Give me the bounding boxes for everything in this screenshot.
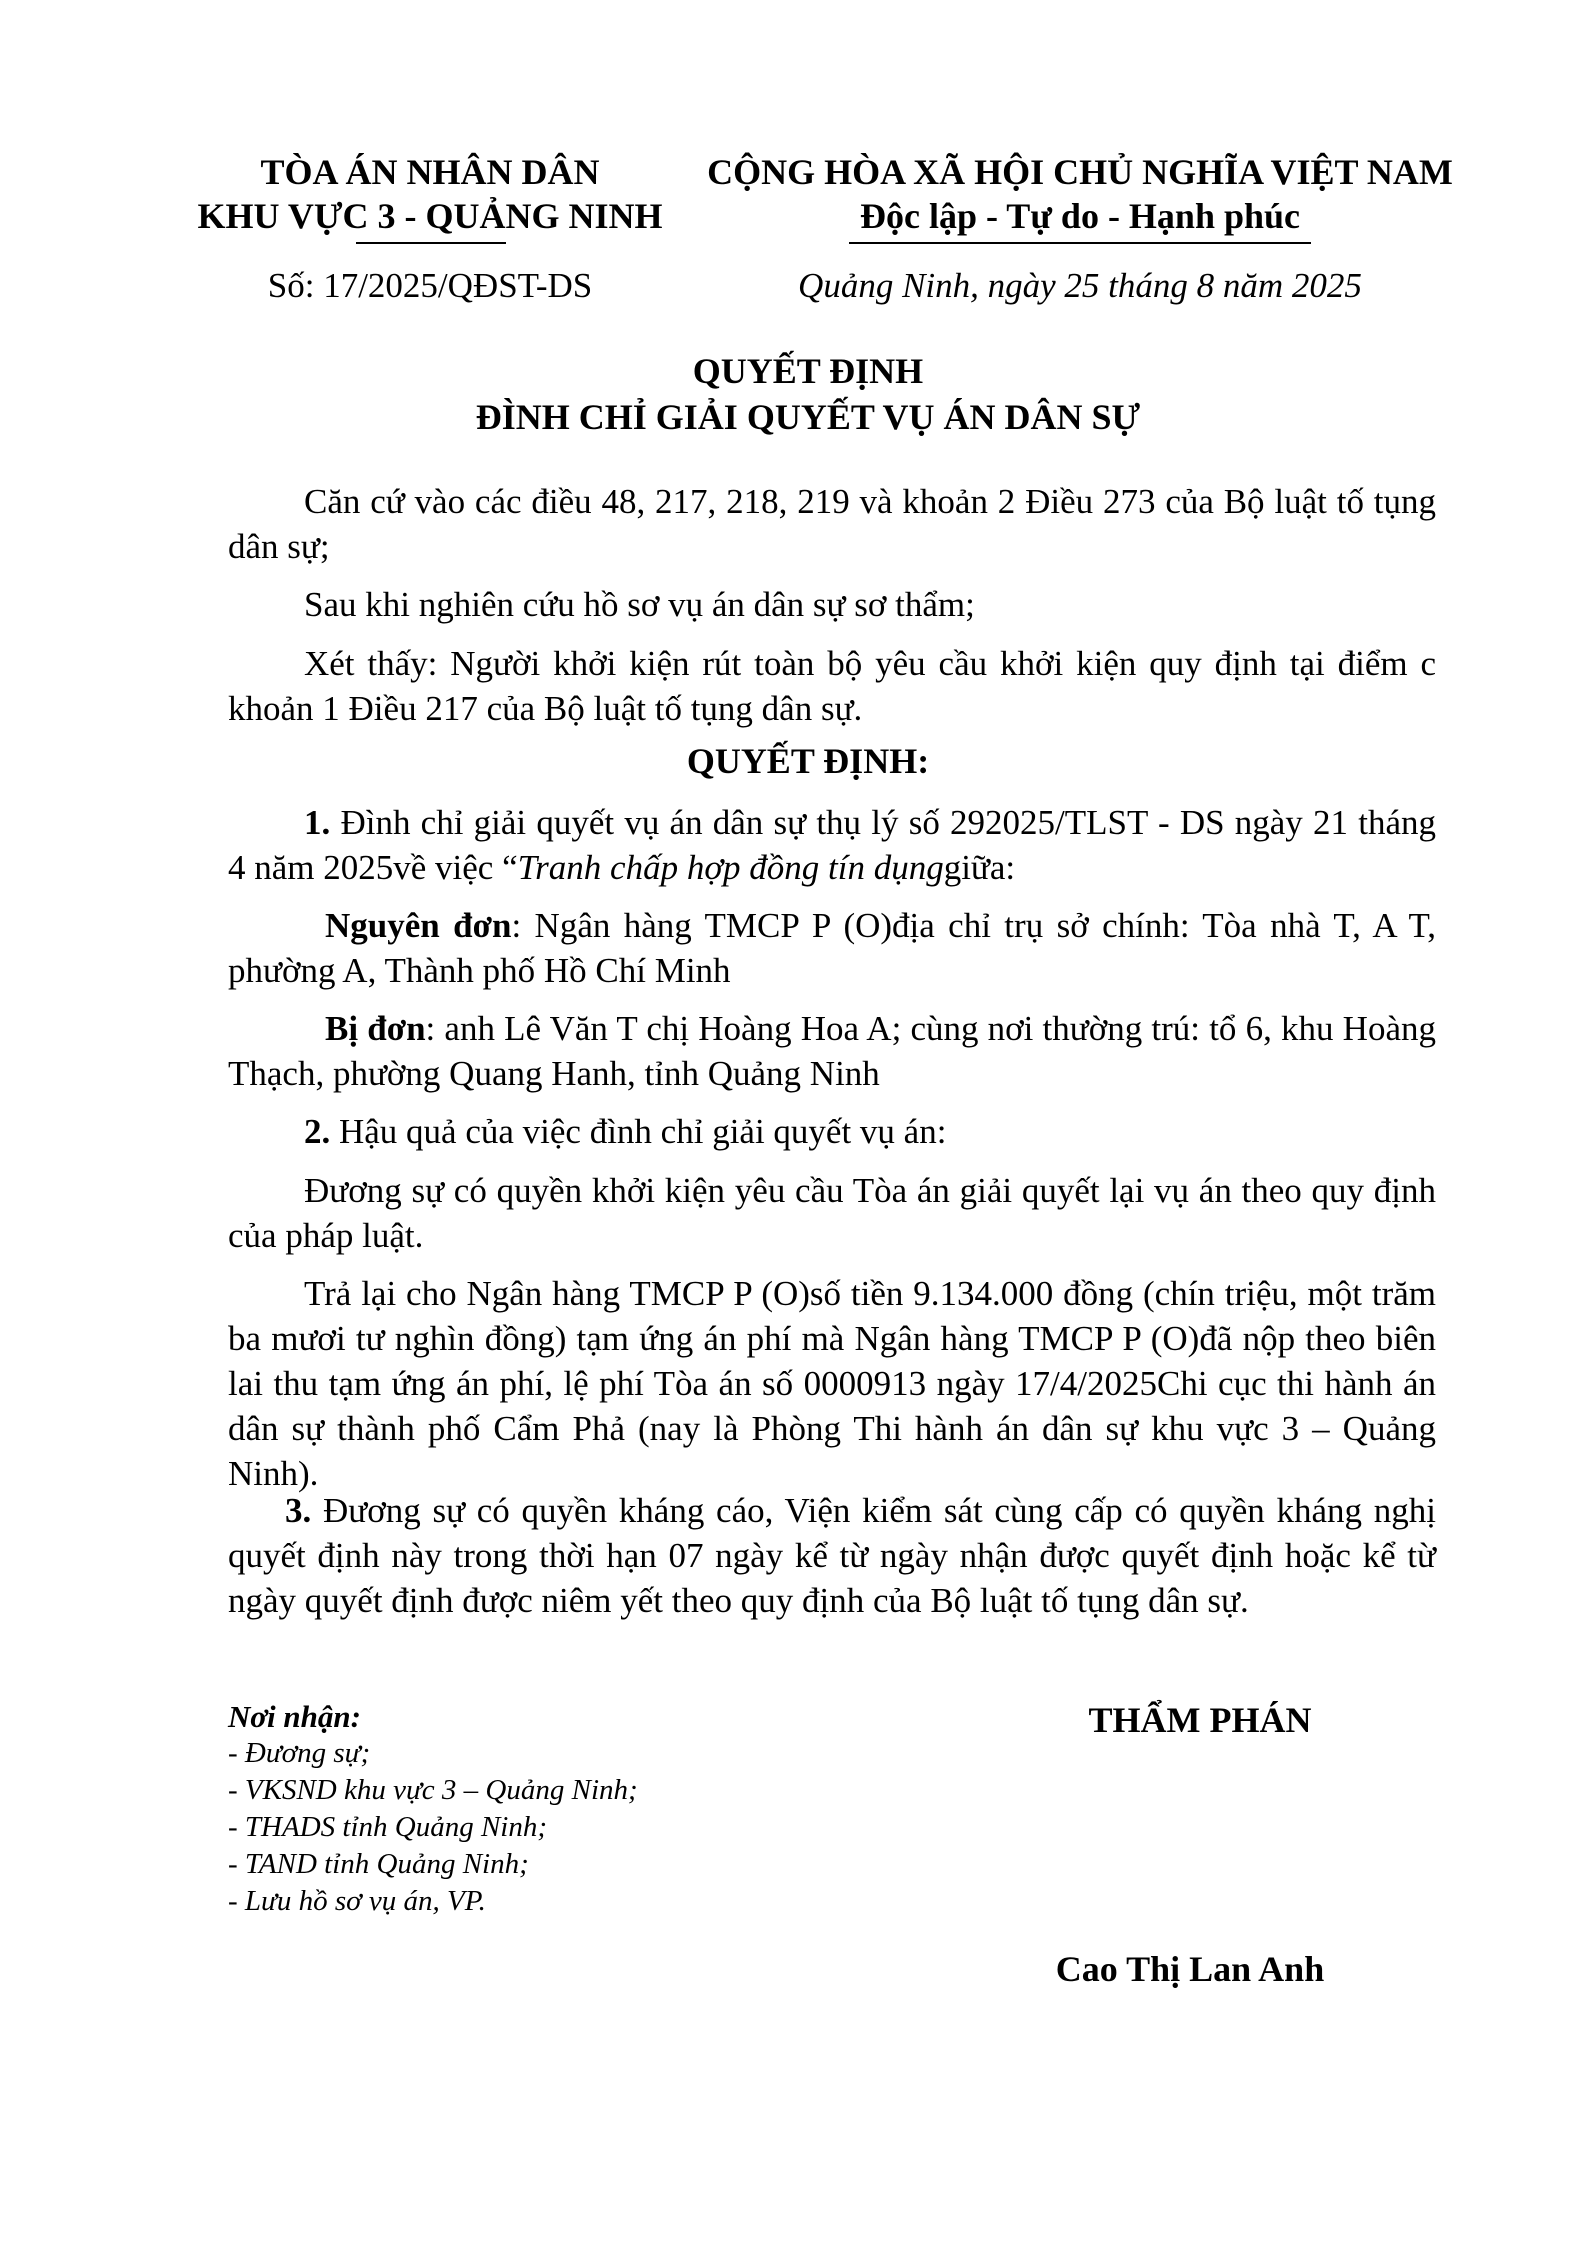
item-2-number: 2.	[304, 1112, 331, 1151]
item-1-number: 1.	[304, 803, 331, 842]
defendant-label: Bị đơn	[325, 1009, 426, 1048]
recipients-heading: Nơi nhận:	[228, 1699, 361, 1734]
plaintiff-details: : Ngân hàng TMCP P (O)địa chỉ trụ sở chính: Tòa nhà T, A T, phường A, Thành phố Hồ Chí Minh	[228, 906, 1436, 990]
item-1-text: Đình chỉ giải quyết vụ án dân sự thụ lý số 292025/TLST - DS ngày 21 tháng 4 năm 2025về việc “	[228, 803, 1436, 887]
plaintiff-label: Nguyên đơn	[325, 906, 512, 945]
place-date: Quảng Ninh, ngày 25 tháng 8 năm 2025	[798, 266, 1362, 305]
title-line-2: ĐÌNH CHỈ GIẢI QUYẾT VỤ ÁN DÂN SỰ	[475, 397, 1141, 437]
recipient-item: - TAND tỉnh Quảng Ninh;	[228, 1848, 529, 1880]
plaintiff-paragraph	[228, 903, 1436, 993]
preamble-legal-basis: Căn cứ vào các điều 48, 217, 218, 219 và khoản 2 Điều 273 của Bộ luật tố tụng dân sự;	[228, 482, 1436, 566]
defendant-details: : anh Lê Văn T chị Hoàng Hoa A; cùng nơi thường trú: tổ 6, khu Hoàng Thạch, phường Quang Hanh, tỉnh Quảng Ninh	[228, 1009, 1436, 1093]
motto-underline	[849, 242, 1311, 244]
recipients-block	[228, 1698, 828, 1920]
document-number: Số: 17/2025/QĐST-DS	[267, 266, 593, 305]
item-1-text-end: giữa:	[943, 848, 1016, 887]
item-2-fee-refund: Trả lại cho Ngân hàng TMCP P (O)số tiền 9.134.000 đồng (chín triệu, một trăm ba mươi tư nghìn đồng) tạm ứng án phí mà Ngân hàng TMCP P (O)đã nộp theo biên lai thu tạm ứng án phí, lệ phí Tòa án số 0000913 ngày 17/4/2025Chi cục thi hành án dân sự thành phố Cẩm Phả (nay là Phòng Thi hành án dân sự khu vực 3 – Quảng Ninh).	[228, 1274, 1436, 1493]
defendant-paragraph	[228, 1006, 1436, 1096]
title-line-1: QUYẾT ĐỊNH	[692, 351, 924, 391]
preamble-finding: Xét thấy: Người khởi kiện rút toàn bộ yêu cầu khởi kiện quy định tại điểm c khoản 1 Điều 217 của Bộ luật tố tụng dân sự.	[228, 644, 1436, 728]
republic-motto: Độc lập - Tự do - Hạnh phúc	[859, 196, 1301, 236]
recipient-item: - VKSND khu vực 3 – Quảng Ninh;	[228, 1774, 638, 1806]
court-line-1: TÒA ÁN NHÂN DÂN	[260, 152, 600, 192]
republic-line-1: CỘNG HÒA XÃ HỘI CHỦ NGHĨA VIỆT NAM	[707, 152, 1453, 192]
court-line-2: KHU VỰC 3 - QUẢNG NINH	[197, 196, 663, 236]
preamble-review: Sau khi nghiên cứu hồ sơ vụ án dân sự sơ thẩm;	[304, 585, 975, 624]
recipient-item: - THADS tỉnh Quảng Ninh;	[228, 1811, 547, 1843]
document-title	[180, 348, 1436, 440]
item-2-text: Hậu quả của việc đình chỉ giải quyết vụ án:	[330, 1112, 947, 1151]
signature-title: THẨM PHÁN	[1088, 1700, 1312, 1740]
recipient-item: - Lưu hồ sơ vụ án, VP.	[228, 1885, 486, 1917]
item-2-right-to-resue: Đương sự có quyền khởi kiện yêu cầu Tòa án giải quyết lại vụ án theo quy định của pháp luật.	[228, 1171, 1436, 1255]
decision-item-3	[228, 1488, 1436, 1623]
item-3-text: Đương sự có quyền kháng cáo, Viện kiểm sát cùng cấp có quyền kháng nghị quyết định này trong thời hạn 07 ngày kể từ ngày nhận được quyết định hoặc kể từ ngày quyết định được niêm yết theo quy định của Bộ luật tố tụng dân sự.	[228, 1491, 1436, 1620]
decision-heading: QUYẾT ĐỊNH:	[686, 741, 930, 781]
recipient-item: - Đương sự;	[228, 1737, 371, 1769]
republic-header	[700, 150, 1460, 238]
signer-name: Cao Thị Lan Anh	[1055, 1949, 1325, 1989]
decision-item-1	[228, 800, 1436, 890]
item-3-number: 3.	[285, 1491, 312, 1530]
court-name	[180, 150, 680, 238]
decision-item-2	[228, 1109, 1436, 1154]
court-underline	[356, 242, 506, 244]
item-1-case-type: Tranh chấp hợp đồng tín dụng	[517, 848, 944, 887]
